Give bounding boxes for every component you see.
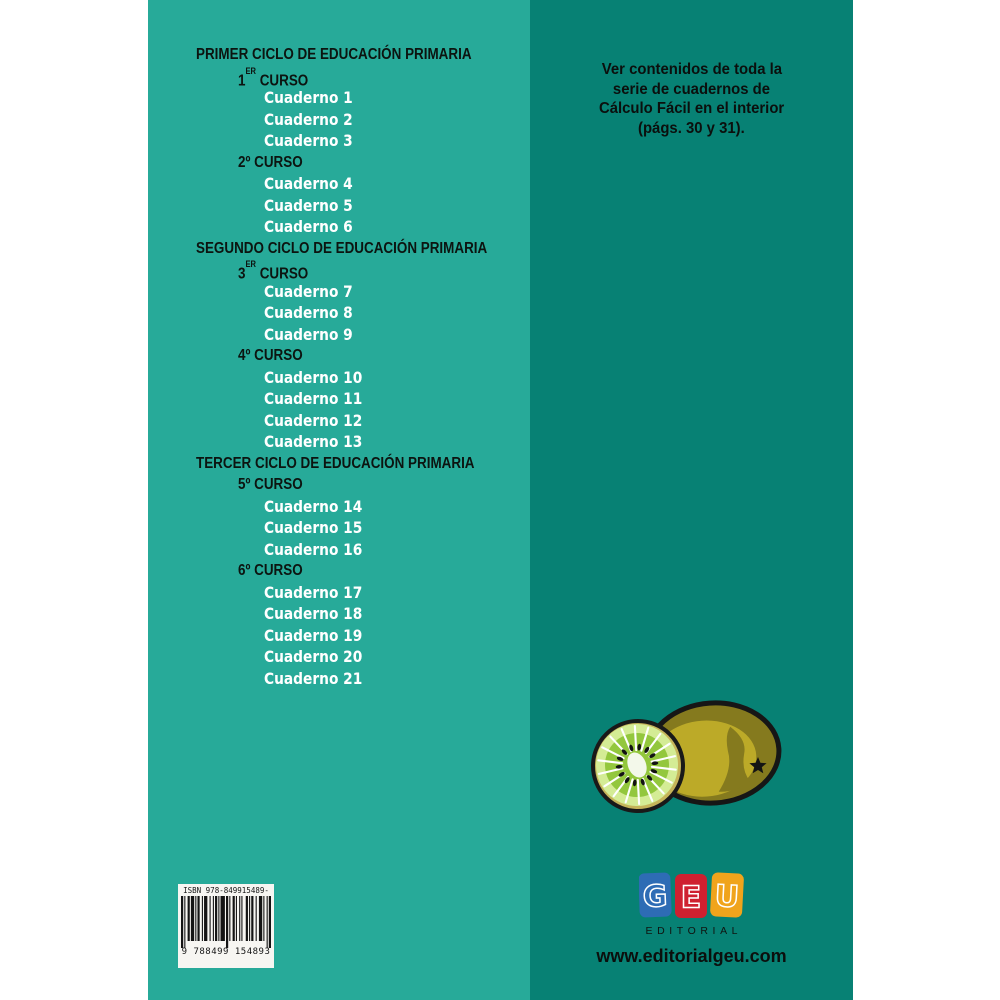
geu-logo (530, 872, 853, 937)
toc-course-heading: 3ER CURSO (238, 259, 309, 283)
toc-notebook-item: Cuaderno 5 (264, 195, 353, 215)
toc-notebook-item: Cuaderno 2 (264, 109, 353, 129)
toc-list (196, 44, 543, 689)
info-text-line: Cálculo Fácil en el interior (598, 100, 785, 117)
toc-notebook-item: Cuaderno 16 (264, 539, 363, 559)
toc-notebook-item: Cuaderno 3 (264, 131, 353, 150)
toc-course-heading: 6º CURSO (238, 562, 303, 579)
toc-notebook-item: Cuaderno 1 (264, 88, 353, 107)
toc-cycle-heading: PRIMER CICLO DE EDUCACIÓN PRIMARIA (196, 46, 472, 63)
logo-letter-e-square (675, 874, 707, 918)
toc-notebook-item: Cuaderno 15 (264, 518, 363, 537)
toc-notebook-item: Cuaderno 14 (264, 496, 363, 516)
toc-notebook-item: Cuaderno 19 (264, 625, 363, 645)
toc-notebook-item: Cuaderno 9 (264, 324, 353, 344)
info-text (530, 60, 853, 138)
editorial-label: EDITORIAL (645, 925, 743, 937)
info-text-line: Ver contenidos de toda la (601, 61, 782, 78)
toc-notebook-item: Cuaderno 18 (264, 604, 363, 623)
toc-notebook-item: Cuaderno 10 (264, 367, 363, 387)
cover-right-panel (530, 0, 853, 1000)
svg-text:E: E (680, 880, 701, 916)
toc-notebook-item: Cuaderno 6 (264, 217, 353, 236)
toc-notebook-item: Cuaderno 7 (264, 281, 353, 301)
toc-cycle-heading: SEGUNDO CICLO DE EDUCACIÓN PRIMARIA (196, 239, 488, 257)
isbn-label: ISBN 978-849915489- (183, 886, 269, 895)
kiwi-icon (582, 690, 810, 818)
toc-cycle-heading: TERCER CICLO DE EDUCACIÓN PRIMARIA (196, 454, 475, 472)
toc-notebook-item: Cuaderno 21 (264, 668, 363, 688)
logo-letter-g-square (639, 872, 672, 917)
info-text-line: serie de cuadernos de (612, 80, 771, 98)
toc-notebook-item: Cuaderno 20 (264, 647, 363, 666)
website-text: www.editorialgeu.com (596, 946, 787, 966)
toc-notebook-item: Cuaderno 4 (264, 174, 353, 193)
toc-notebook-item: Cuaderno 13 (264, 432, 363, 451)
toc-course-heading: 1ER CURSO (238, 65, 309, 89)
toc-course-heading: 5º CURSO (238, 476, 303, 493)
toc-notebook-item: Cuaderno 8 (264, 303, 353, 322)
barcode-digits: 9 788499 154893 (181, 947, 271, 957)
toc-notebook-item: Cuaderno 12 (264, 410, 363, 430)
info-text-line: (págs. 30 y 31). (638, 119, 745, 137)
svg-text:G: G (641, 879, 668, 915)
logo-letter-u-square (709, 872, 743, 918)
barcode-bars (181, 896, 271, 948)
svg-text:U: U (713, 878, 740, 916)
toc-course-heading: 4º CURSO (238, 347, 303, 364)
half-kiwi (593, 721, 683, 811)
toc-notebook-item: Cuaderno 11 (264, 389, 363, 408)
toc-notebook-item: Cuaderno 17 (264, 582, 363, 602)
toc-course-heading: 2º CURSO (238, 153, 303, 171)
isbn-barcode (178, 884, 274, 968)
